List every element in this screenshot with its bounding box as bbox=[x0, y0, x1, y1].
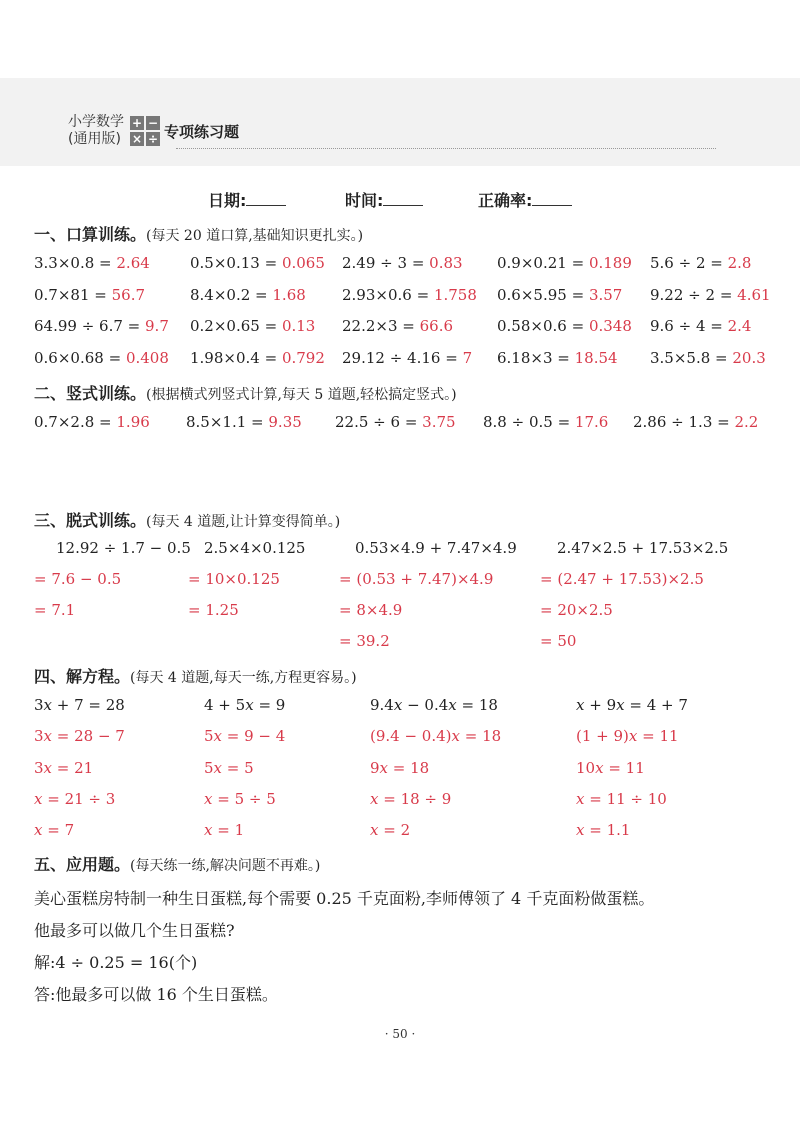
term: = 9 bbox=[253, 696, 286, 714]
date-blank[interactable] bbox=[246, 189, 286, 206]
term: = 18 bbox=[388, 759, 430, 777]
vertical-item bbox=[34, 413, 150, 431]
mental-item bbox=[190, 286, 306, 304]
question: 64.99 ÷ 6.7 = bbox=[34, 317, 146, 335]
term: = 18 ÷ 9 bbox=[378, 790, 452, 808]
equation-question bbox=[204, 696, 285, 714]
stepwise-step: = 50 bbox=[540, 632, 577, 650]
equation-step bbox=[34, 821, 74, 839]
mental-item bbox=[34, 286, 145, 304]
mental-item bbox=[342, 254, 463, 272]
answer: 18.54 bbox=[574, 349, 618, 367]
variable: x bbox=[43, 696, 53, 714]
stepwise-step: = 10×0.125 bbox=[188, 570, 280, 588]
vertical-item bbox=[186, 413, 302, 431]
section-5-heading bbox=[34, 852, 320, 875]
term: = 7 bbox=[42, 821, 75, 839]
answer: 1.96 bbox=[116, 413, 150, 431]
variable: x bbox=[43, 759, 53, 777]
mental-item bbox=[497, 317, 632, 335]
mental-item bbox=[342, 286, 477, 304]
equation-question bbox=[34, 696, 125, 714]
series-label bbox=[68, 114, 124, 148]
answer: 9.7 bbox=[145, 317, 169, 335]
equation-step bbox=[370, 821, 410, 839]
variable: x bbox=[576, 696, 585, 714]
date-label: 日期: bbox=[208, 191, 247, 210]
equation-step bbox=[370, 759, 429, 777]
stepwise-question: 12.92 ÷ 1.7 − 0.5 bbox=[56, 539, 191, 557]
question: 0.5×0.13 = bbox=[190, 254, 282, 272]
term: = 21 bbox=[52, 759, 94, 777]
term: 5 bbox=[204, 727, 214, 745]
answer: 9.35 bbox=[268, 413, 302, 431]
question: 5.6 ÷ 2 = bbox=[650, 254, 728, 272]
answer: 2.2 bbox=[734, 413, 759, 431]
answer: 2.8 bbox=[727, 254, 752, 272]
book-header bbox=[68, 114, 239, 148]
answer: 0.189 bbox=[588, 254, 632, 272]
term: = 11 bbox=[603, 759, 645, 777]
mental-item bbox=[342, 349, 472, 367]
section-title: 三、脱式训练。 bbox=[34, 511, 147, 530]
equation-step bbox=[576, 759, 645, 777]
answer: 0.13 bbox=[281, 317, 316, 335]
question: 9.6 ÷ 4 = bbox=[650, 317, 728, 335]
section-2-heading bbox=[34, 381, 457, 404]
answer: 56.7 bbox=[111, 286, 146, 304]
term: 10 bbox=[576, 759, 596, 777]
plus-icon: + bbox=[131, 116, 143, 130]
equation-step bbox=[204, 759, 254, 777]
term: 3 bbox=[34, 696, 44, 714]
mental-item bbox=[34, 317, 169, 335]
question: 3.5×5.8 = bbox=[650, 349, 733, 367]
question: 6.18×3 = bbox=[497, 349, 575, 367]
word-problem-answer: 答:他最多可以做 16 个生日蛋糕。 bbox=[34, 985, 278, 1004]
term: = 1.1 bbox=[584, 821, 631, 839]
question: 8.5×1.1 = bbox=[186, 413, 269, 431]
section-note: (每天 20 道口算,基础知识更扎实。) bbox=[146, 228, 364, 244]
variable: x bbox=[213, 759, 223, 777]
accuracy-blank[interactable] bbox=[532, 189, 572, 206]
minus-icon: − bbox=[147, 116, 159, 130]
variable: x bbox=[595, 759, 604, 777]
stepwise-step: = 7.6 − 0.5 bbox=[34, 570, 122, 588]
header-title: 专项练习题 bbox=[164, 122, 240, 141]
section-note: (根据横式列竖式计算,每天 5 道题,轻松搞定竖式。) bbox=[146, 387, 457, 403]
time-field[interactable] bbox=[345, 188, 423, 211]
variable: x bbox=[576, 790, 585, 808]
answer: 4.61 bbox=[737, 286, 771, 304]
variable: x bbox=[616, 696, 625, 714]
term: (9.4 − 0.4) bbox=[370, 727, 452, 745]
stepwise-step: = 7.1 bbox=[34, 601, 76, 619]
time-blank[interactable] bbox=[383, 189, 423, 206]
term: (1 + 9) bbox=[576, 727, 629, 745]
mental-item bbox=[497, 254, 632, 272]
term: 5 bbox=[204, 759, 214, 777]
term: 3 bbox=[34, 727, 44, 745]
term: = 11 ÷ 10 bbox=[584, 790, 667, 808]
mental-item bbox=[34, 349, 169, 367]
term: = 5 ÷ 5 bbox=[212, 790, 276, 808]
question: 3.3×0.8 = bbox=[34, 254, 117, 272]
mental-item bbox=[650, 286, 771, 304]
section-title: 一、口算训练。 bbox=[34, 225, 147, 244]
divide-icon: ÷ bbox=[147, 132, 159, 146]
section-1-heading bbox=[34, 222, 363, 245]
answer: 17.6 bbox=[574, 413, 609, 431]
question: 0.7×81 = bbox=[34, 286, 112, 304]
term: = 4 + 7 bbox=[624, 696, 688, 714]
equation-step bbox=[204, 727, 285, 745]
variable: x bbox=[34, 821, 43, 839]
mental-item bbox=[650, 349, 766, 367]
answer: 2.4 bbox=[727, 317, 752, 335]
answer: 1.68 bbox=[272, 286, 306, 304]
stepwise-step: = 8×4.9 bbox=[339, 601, 403, 619]
variable: x bbox=[451, 727, 460, 745]
variable: x bbox=[393, 696, 403, 714]
stepwise-step: = 39.2 bbox=[339, 632, 390, 650]
mental-item bbox=[497, 286, 622, 304]
variable: x bbox=[370, 821, 379, 839]
question: 0.6×0.68 = bbox=[34, 349, 126, 367]
page-number: · 50 · bbox=[384, 1027, 416, 1041]
answer: 1.758 bbox=[433, 286, 477, 304]
answer: 2.64 bbox=[116, 254, 150, 272]
section-note: (每天 4 道题,每天一练,方程更容易。) bbox=[130, 670, 357, 686]
term: = 9 − 4 bbox=[222, 727, 286, 745]
term: = 18 bbox=[456, 696, 498, 714]
term: = 2 bbox=[378, 821, 411, 839]
term: = 5 bbox=[222, 759, 254, 777]
mental-item bbox=[34, 254, 150, 272]
mental-item bbox=[650, 317, 751, 335]
term: + 7 = 28 bbox=[52, 696, 125, 714]
answer: 3.57 bbox=[588, 286, 623, 304]
answer: 0.348 bbox=[588, 317, 632, 335]
time-label: 时间: bbox=[345, 191, 384, 210]
question: 0.2×0.65 = bbox=[190, 317, 282, 335]
equation-step bbox=[204, 821, 244, 839]
term: − 0.4 bbox=[402, 696, 449, 714]
question: 9.22 ÷ 2 = bbox=[650, 286, 738, 304]
mental-item bbox=[497, 349, 618, 367]
section-title: 二、竖式训练。 bbox=[34, 384, 147, 403]
word-problem-line: 美心蛋糕房特制一种生日蛋糕,每个需要 0.25 千克面粉,李师傅领了 4 千克面粉做蛋糕。 bbox=[34, 889, 655, 908]
answer: 0.83 bbox=[429, 254, 463, 272]
question: 8.4×0.2 = bbox=[190, 286, 273, 304]
mental-item bbox=[342, 317, 453, 335]
term: 9.4 bbox=[370, 696, 394, 714]
answer: 3.75 bbox=[422, 413, 456, 431]
section-4-heading bbox=[34, 664, 357, 687]
word-problem-line: 他最多可以做几个生日蛋糕? bbox=[34, 921, 235, 940]
answer: 0.792 bbox=[281, 349, 325, 367]
equation-step bbox=[370, 790, 451, 808]
variable: x bbox=[628, 727, 638, 745]
variable: x bbox=[245, 696, 254, 714]
question: 2.49 ÷ 3 = bbox=[342, 254, 430, 272]
date-field[interactable] bbox=[208, 188, 286, 211]
term: 4 + 5 bbox=[204, 696, 246, 714]
answer: 0.408 bbox=[125, 349, 169, 367]
mental-item bbox=[190, 317, 315, 335]
vertical-item bbox=[335, 413, 456, 431]
term: = 1 bbox=[212, 821, 245, 839]
series-line-2: (通用版) bbox=[68, 131, 121, 147]
section-note: (每天练一练,解决问题不再难。) bbox=[130, 858, 321, 874]
term: + 9 bbox=[584, 696, 617, 714]
equation-step bbox=[34, 727, 125, 745]
term: = 28 − 7 bbox=[52, 727, 125, 745]
stepwise-question: 2.47×2.5 + 17.53×2.5 bbox=[557, 539, 729, 557]
equation-step bbox=[34, 790, 115, 808]
stepwise-question: 0.53×4.9 + 7.47×4.9 bbox=[355, 539, 517, 557]
accuracy-field[interactable] bbox=[478, 188, 572, 211]
multiply-icon: × bbox=[131, 132, 143, 146]
variable: x bbox=[213, 727, 223, 745]
equation-step bbox=[34, 759, 93, 777]
equation-step bbox=[204, 790, 276, 808]
term: = 11 bbox=[637, 727, 679, 745]
vertical-item bbox=[633, 413, 758, 431]
section-3-heading bbox=[34, 508, 340, 531]
section-title: 五、应用题。 bbox=[34, 855, 131, 874]
equation-step bbox=[576, 727, 679, 745]
question: 1.98×0.4 = bbox=[190, 349, 282, 367]
variable: x bbox=[34, 790, 43, 808]
question: 22.5 ÷ 6 = bbox=[335, 413, 423, 431]
stepwise-step: = (2.47 + 17.53)×2.5 bbox=[540, 570, 704, 588]
vertical-item bbox=[483, 413, 608, 431]
mental-item bbox=[190, 349, 325, 367]
stepwise-step: = (0.53 + 7.47)×4.9 bbox=[339, 570, 494, 588]
question: 2.86 ÷ 1.3 = bbox=[633, 413, 735, 431]
equation-question bbox=[370, 696, 498, 714]
term: 9 bbox=[370, 759, 380, 777]
stepwise-step: = 1.25 bbox=[188, 601, 239, 619]
mental-item bbox=[650, 254, 751, 272]
question: 0.58×0.6 = bbox=[497, 317, 589, 335]
stepwise-question: 2.5×4×0.125 bbox=[204, 539, 306, 557]
variable: x bbox=[576, 821, 585, 839]
question: 0.6×5.95 = bbox=[497, 286, 589, 304]
term: 3 bbox=[34, 759, 44, 777]
equation-step bbox=[576, 790, 667, 808]
variable: x bbox=[43, 727, 53, 745]
question: 0.9×0.21 = bbox=[497, 254, 589, 272]
variable: x bbox=[370, 790, 379, 808]
question: 8.8 ÷ 0.5 = bbox=[483, 413, 575, 431]
question: 29.12 ÷ 4.16 = bbox=[342, 349, 463, 367]
term: = 18 bbox=[460, 727, 502, 745]
term: = 21 ÷ 3 bbox=[42, 790, 116, 808]
operator-logo bbox=[130, 116, 160, 146]
header-divider bbox=[176, 148, 716, 149]
answer: 7 bbox=[462, 349, 473, 367]
variable: x bbox=[448, 696, 457, 714]
question: 2.93×0.6 = bbox=[342, 286, 434, 304]
variable: x bbox=[379, 759, 389, 777]
answer: 0.065 bbox=[281, 254, 325, 272]
equation-step bbox=[370, 727, 501, 745]
question: 22.2×3 = bbox=[342, 317, 420, 335]
variable: x bbox=[204, 790, 213, 808]
equation-step bbox=[576, 821, 630, 839]
question: 0.7×2.8 = bbox=[34, 413, 117, 431]
section-title: 四、解方程。 bbox=[34, 667, 131, 686]
stepwise-step: = 20×2.5 bbox=[540, 601, 613, 619]
section-note: (每天 4 道题,让计算变得简单。) bbox=[146, 514, 341, 530]
equation-question bbox=[576, 696, 688, 714]
series-line-1: 小学数学 bbox=[68, 114, 124, 130]
variable: x bbox=[204, 821, 213, 839]
word-problem-solution: 解:4 ÷ 0.25 = 16(个) bbox=[34, 953, 198, 972]
accuracy-label: 正确率: bbox=[478, 191, 533, 210]
mental-item bbox=[190, 254, 325, 272]
answer: 66.6 bbox=[419, 317, 454, 335]
answer: 20.3 bbox=[732, 349, 766, 367]
